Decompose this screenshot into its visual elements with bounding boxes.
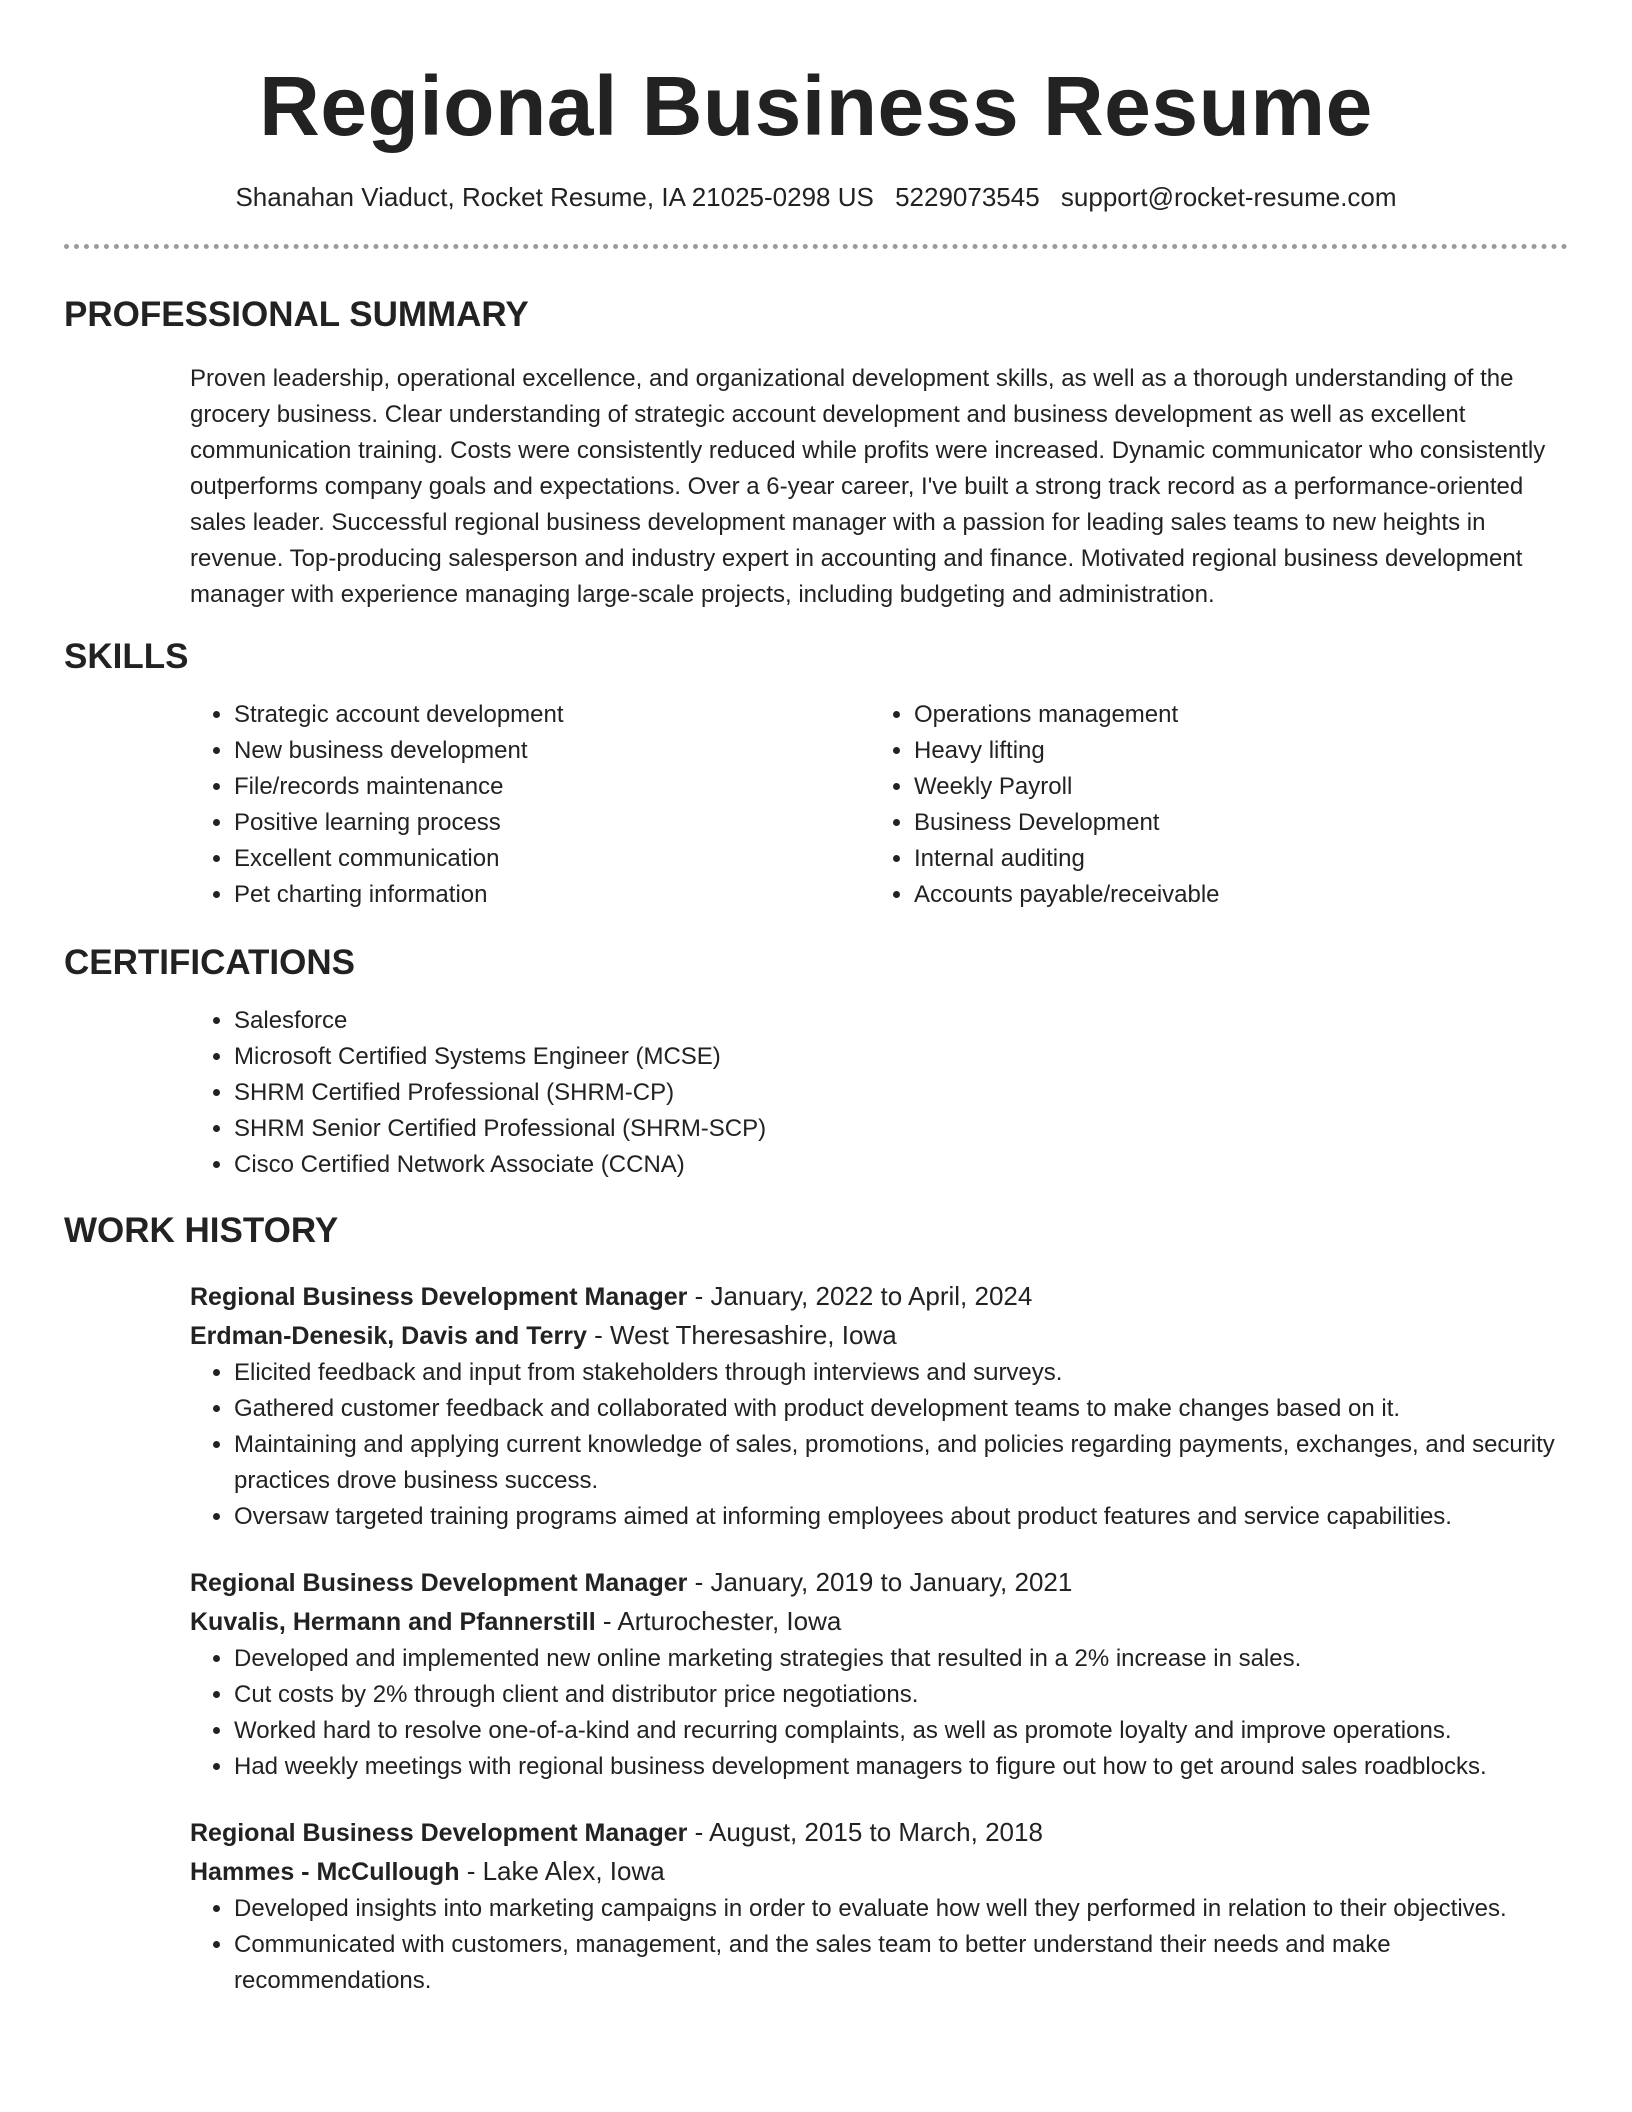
job-bullets (190, 1355, 1568, 1535)
job-entry (190, 1277, 1568, 1535)
job-company: Kuvalis, Hermann and Pfannerstill (190, 1608, 596, 1636)
job-title-line (190, 1813, 1568, 1852)
skills-column-right (870, 697, 1550, 913)
job-dates: - January, 2022 to April, 2024 (694, 1281, 1033, 1311)
skill-item: • Accounts payable/receivable (914, 877, 1550, 913)
contact-phone: 5229073545 (895, 182, 1040, 212)
header-divider (64, 244, 1568, 249)
resume-title: Regional Business Resume (259, 59, 1373, 153)
job-bullet: • Developed and implemented new online marketing strategies that resulted in a 2% increase in sales. (234, 1641, 1568, 1677)
summary-heading: PROFESSIONAL SUMMARY (64, 295, 529, 334)
job-bullets (190, 1891, 1568, 1999)
job-bullet: • Gathered customer feedback and collaborated with product development teams to make changes based on it. (234, 1391, 1568, 1427)
resume-page (64, 0, 1568, 1999)
contact-email: support@rocket-resume.com (1060, 182, 1397, 212)
skill-item: • Heavy lifting (914, 733, 1550, 769)
skill-item: • Operations management (914, 697, 1550, 733)
job-bullet: • Oversaw targeted training programs aimed at informing employees about product features and service capabilities. (234, 1499, 1568, 1535)
skill-item: • File/records maintenance (234, 769, 870, 805)
job-title-line (190, 1277, 1568, 1316)
job-title: Regional Business Development Manager (190, 1283, 688, 1311)
job-bullet: • Elicited feedback and input from stakeholders through interviews and surveys. (234, 1355, 1568, 1391)
job-company-line (190, 1852, 1568, 1891)
job-location: - Lake Alex, Iowa (466, 1856, 665, 1886)
skill-item: • Strategic account development (234, 697, 870, 733)
job-bullet: • Maintaining and applying current knowledge of sales, promotions, and policies regarding payments, exchanges, and security practices drove business success. (234, 1427, 1568, 1499)
certification-item: • SHRM Senior Certified Professional (SHRM-SCP) (234, 1111, 1568, 1147)
skill-item: • Internal auditing (914, 841, 1550, 877)
certifications-heading: CERTIFICATIONS (64, 943, 356, 982)
skills-list (190, 697, 1568, 913)
summary-text: Proven leadership, operational excellence, and organizational development skills, as well as a thorough understanding of the grocery business. Clear understanding of strategic account development and business development as well as excellent communication training. Costs were consistently reduced while profits were increased. Dynamic communicator who consistently outperforms company goals and expectations. Over a 6-year career, I've built a strong track record as a performance-oriented sales leader. Successful regional business development manager with a passion for leading sales teams to new heights in revenue. Top-producing salesperson and industry expert in accounting and finance. Motivated regional business development manager with experience managing large-scale projects, including budgeting and administration. (190, 365, 1546, 608)
job-company: Hammes - McCullough (190, 1858, 460, 1886)
job-bullets (190, 1641, 1568, 1785)
skills-column-left (190, 697, 870, 913)
certification-item: • Salesforce (234, 1003, 1568, 1039)
job-title: Regional Business Development Manager (190, 1819, 688, 1847)
skill-item: • Excellent communication (234, 841, 870, 877)
job-entry (190, 1563, 1568, 1785)
job-location: - Arturochester, Iowa (602, 1606, 842, 1636)
skill-item: • New business development (234, 733, 870, 769)
job-bullet: • Developed insights into marketing campaigns in order to evaluate how well they performed in relation to their objectives. (234, 1891, 1568, 1927)
job-bullet: • Had weekly meetings with regional business development managers to figure out how to get around sales roadblocks. (234, 1749, 1568, 1785)
job-company-line (190, 1316, 1568, 1355)
work-history-heading: WORK HISTORY (64, 1211, 339, 1250)
job-bullet: • Communicated with customers, management, and the sales team to better understand their needs and make recommendations. (234, 1927, 1568, 1999)
skills-heading: SKILLS (64, 637, 189, 676)
contact-line (64, 180, 1568, 214)
certification-item: • Cisco Certified Network Associate (CCNA) (234, 1147, 1568, 1183)
job-title: Regional Business Development Manager (190, 1569, 688, 1597)
job-entry (190, 1813, 1568, 1999)
job-company: Erdman-Denesik, Davis and Terry (190, 1322, 587, 1350)
job-title-line (190, 1563, 1568, 1602)
job-bullet: • Worked hard to resolve one-of-a-kind and recurring complaints, as well as promote loyalty and improve operations. (234, 1713, 1568, 1749)
skill-item: • Pet charting information (234, 877, 870, 913)
job-location: - West Theresashire, Iowa (594, 1320, 897, 1350)
job-dates: - August, 2015 to March, 2018 (694, 1817, 1043, 1847)
job-bullet: • Cut costs by 2% through client and distributor price negotiations. (234, 1677, 1568, 1713)
job-dates: - January, 2019 to January, 2021 (694, 1567, 1073, 1597)
job-company-line (190, 1602, 1568, 1641)
contact-address: Shanahan Viaduct, Rocket Resume, IA 21025-0298 US (235, 182, 874, 212)
skill-item: • Weekly Payroll (914, 769, 1550, 805)
certifications-list (190, 1003, 1568, 1183)
certification-item: • SHRM Certified Professional (SHRM-CP) (234, 1075, 1568, 1111)
certification-item: • Microsoft Certified Systems Engineer (MCSE) (234, 1039, 1568, 1075)
skill-item: • Positive learning process (234, 805, 870, 841)
skill-item: • Business Development (914, 805, 1550, 841)
